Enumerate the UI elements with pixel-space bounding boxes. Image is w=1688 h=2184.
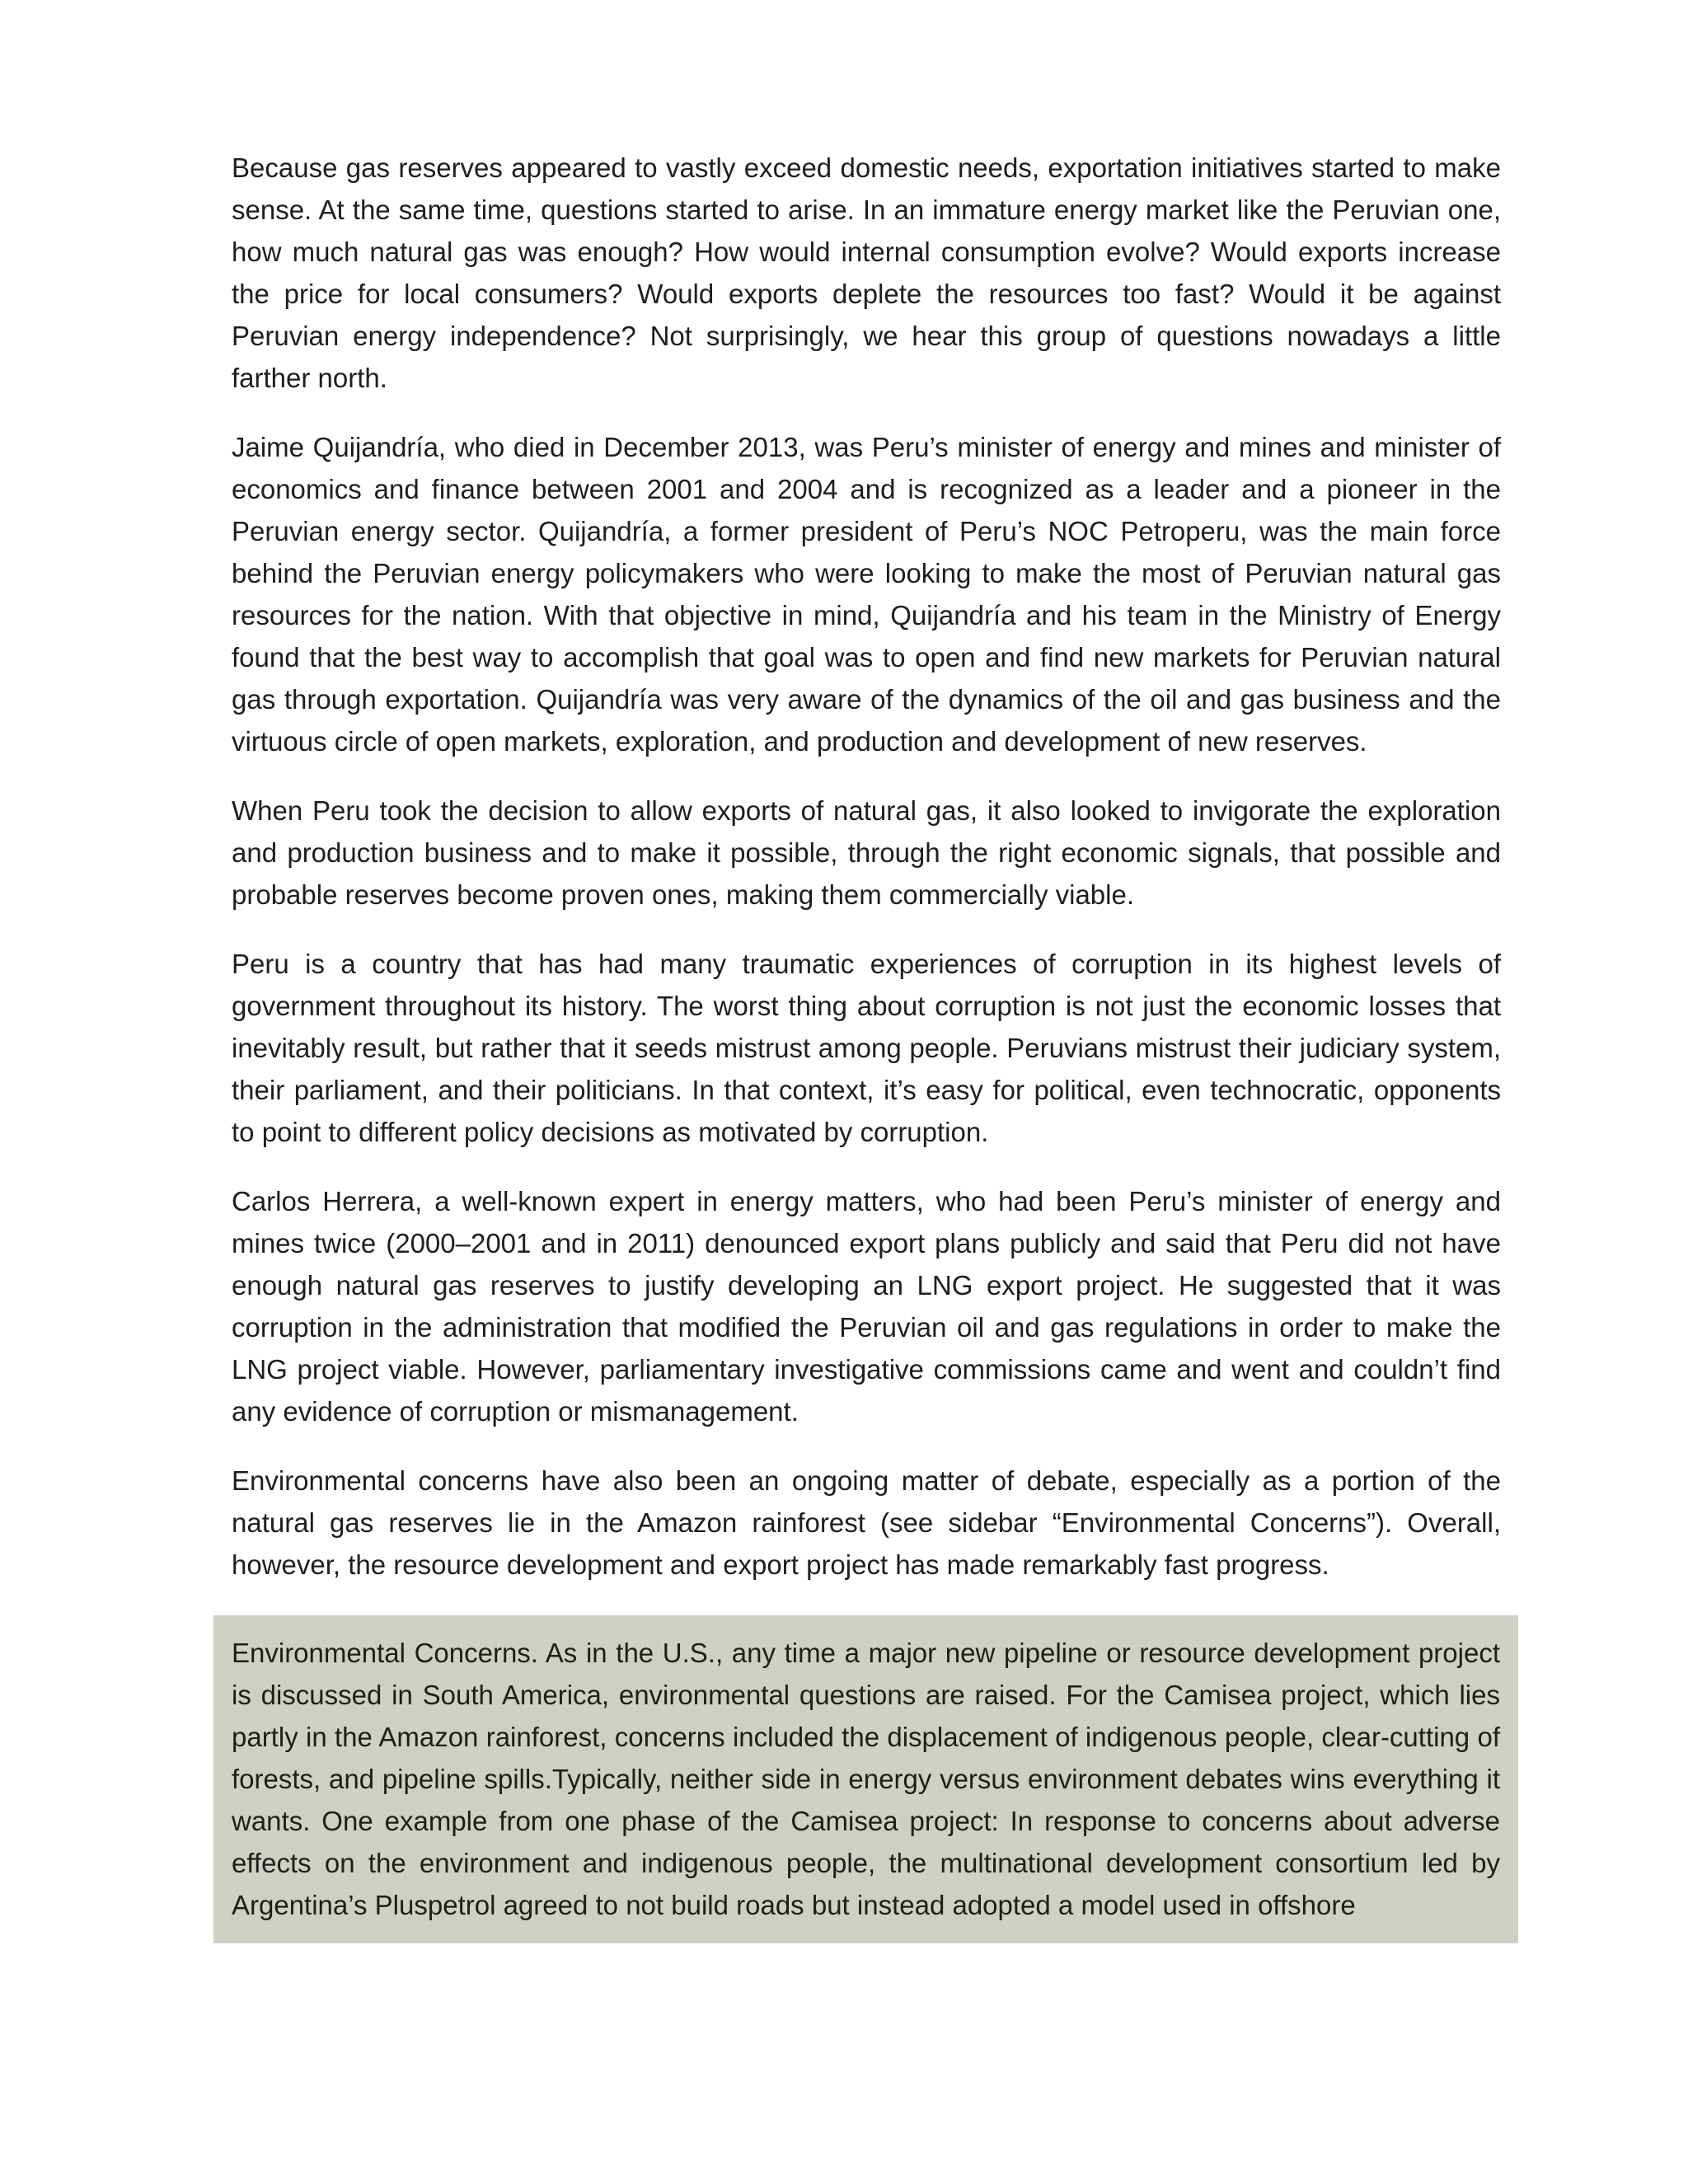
sidebar-environmental-concerns <box>213 1615 1518 1943</box>
paragraph-quijandria: Jaime Quijandría, who died in December 2013, was Peru’s minister of energy and mines and minister of economics and finance between 2001 and 2004 and is recognized as a leader and a pioneer in the Peruvian energy sector. Quijandría, a former president of Peru’s NOC Petroperu, was the main force behind the Peruvian energy policymakers who were looking to make the most of Peruvian natural gas resources for the nation. With that objective in mind, Quijandría and his team in the Ministry of Energy found that the best way to accomplish that goal was to open and find new markets for Peruvian natural gas through exportation. Quijandría was very aware of the dynamics of the oil and gas business and the virtuous circle of open markets, exploration, and production and development of new reserves. <box>232 432 1501 757</box>
paragraph-corruption: Peru is a country that has had many traumatic experiences of corruption in its highest levels of government throughout its history. The worst thing about corruption is not just the economic losses that inevitably result, but rather that it seeds mistrust among people. Peruvians mistrust their judiciary system, their parliament, and their politicians. In that context, it’s easy for political, even technocratic, opponents to point to different policy decisions as motivated by corruption. <box>232 949 1501 1147</box>
body-text <box>232 147 1501 1613</box>
paragraph-export-decision: When Peru took the decision to allow exports of natural gas, it also looked to invigorate the exploration and production business and to make it possible, through the right economic signals, that possible and probable reserves become proven ones, making them commercially viable. <box>232 795 1501 910</box>
paragraph-carlos-herrera: Carlos Herrera, a well-known expert in energy matters, who had been Peru’s minister of energy and mines twice (2000–2001 and in 2011) denounced export plans publicly and said that Peru did not have enough natural gas reserves to justify developing an LNG export project. He suggested that it was corruption in the administration that modified the Peruvian oil and gas regulations in order to make the LNG project viable. However, parliamentary investigative commissions came and went and couldn’t find any evidence of corruption or mismanagement. <box>232 1186 1501 1427</box>
sidebar-text: Environmental Concerns. As in the U.S., any time a major new pipeline or resource development project is discussed in South America, environmental questions are raised. For the Camisea project, which lies partly in the Amazon rainforest, concerns included the displacement of indigenous people, clear-cutting of forests, and pipeline spills.Typically, neither side in energy versus environment debates wins everything it wants. One example from one phase of the Camisea project: In response to concerns about adverse effects on the environment and indigenous people, the multinational development consortium led by Argentina’s Pluspetrol agreed to not build roads but instead adopted a model used in offshore <box>232 1638 1500 1920</box>
paragraph-gas-exports: Because gas reserves appeared to vastly exceed domestic needs, exportation initiatives started to make sense. At the same time, questions started to arise. In an immature energy market like the Peruvian one, how much natural gas was enough? How would internal consumption evolve? Would exports increase the price for local consumers? Would exports deplete the resources too fast? Would it be against Peruvian energy independence? Not surprisingly, we hear this group of questions nowadays a little farther north. <box>232 152 1501 393</box>
paragraph-environmental: Environmental concerns have also been an ongoing matter of debate, especially as a portion of the natural gas reserves lie in the Amazon rainforest (see sidebar “Environmental Concerns”). Overall, however, the resource development and export project has made remarkably fast progress. <box>232 1465 1501 1580</box>
